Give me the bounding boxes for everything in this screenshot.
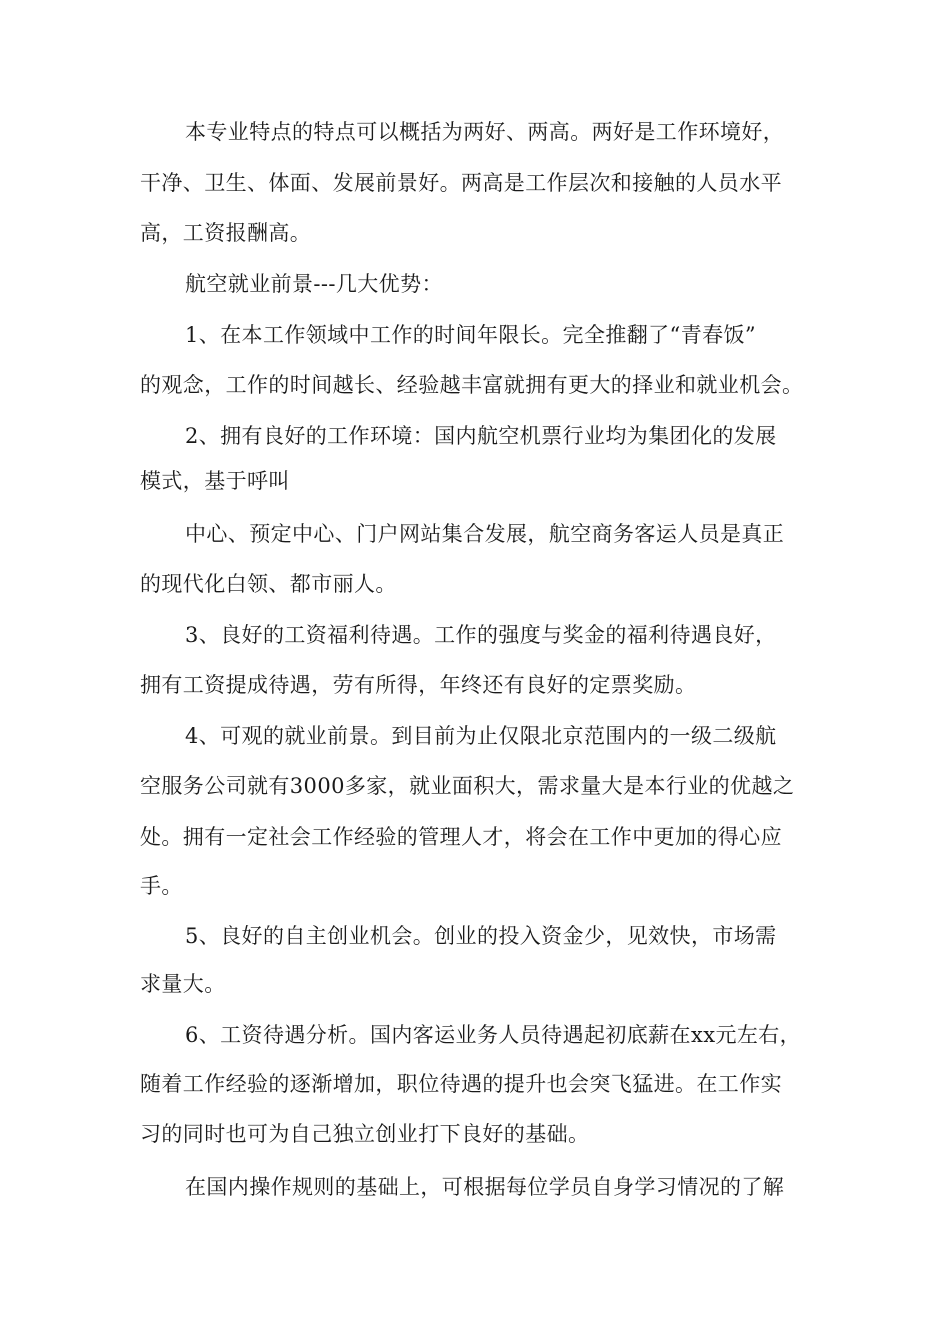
text-line: 的现代化白领、都市丽人。 <box>140 572 397 596</box>
text-line: 求量大。 <box>140 972 226 996</box>
text-line: 2、拥有良好的工作环境：国内航空机票行业均为集团化的发展 <box>185 424 777 448</box>
text-line: 的观念，工作的时间越长、经验越丰富就拥有更大的择业和就业机会。 <box>140 373 804 397</box>
text-line: 手。 <box>140 874 183 898</box>
text-line: 干净、卫生、体面、发展前景好。两高是工作层次和接触的人员水平 <box>140 171 782 195</box>
text-line: 随着工作经验的逐渐增加，职位待遇的提升也会突飞猛进。在工作实 <box>140 1072 782 1096</box>
text-line: 4、可观的就业前景。到目前为止仅限北京范围内的一级二级航 <box>185 724 777 748</box>
text-line: 1、在本工作领域中工作的时间年限长。完全推翻了“青春饭” <box>185 323 757 347</box>
text-line: 中心、预定中心、门户网站集合发展，航空商务客运人员是真正 <box>185 522 785 546</box>
text-line: 在国内操作规则的基础上，可根据每位学员自身学习情况的了解 <box>185 1175 785 1199</box>
text-line: 空服务公司就有3000多家，就业面积大，需求量大是本行业的优越之 <box>140 774 795 798</box>
text-line: 6、工资待遇分析。国内客运业务人员待遇起初底薪在xx元左右， <box>185 1023 802 1047</box>
text-line: 拥有工资提成待遇，劳有所得，年终还有良好的定票奖励。 <box>140 673 697 697</box>
text-line: 本专业特点的特点可以概括为两好、两高。两好是工作环境好， <box>185 120 785 144</box>
text-line: 习的同时也可为自己独立创业打下良好的基础。 <box>140 1122 590 1146</box>
text-line: 航空就业前景---几大优势： <box>185 272 443 296</box>
text-line: 5、良好的自主创业机会。创业的投入资金少，见效快，市场需 <box>185 924 777 948</box>
text-line: 处。拥有一定社会工作经验的管理人才，将会在工作中更加的得心应 <box>140 825 782 849</box>
text-line: 高，工资报酬高。 <box>140 221 312 245</box>
text-line: 3、良好的工资福利待遇。工作的强度与奖金的福利待遇良好， <box>185 623 777 647</box>
text-line: 模式，基于呼叫 <box>140 469 290 493</box>
